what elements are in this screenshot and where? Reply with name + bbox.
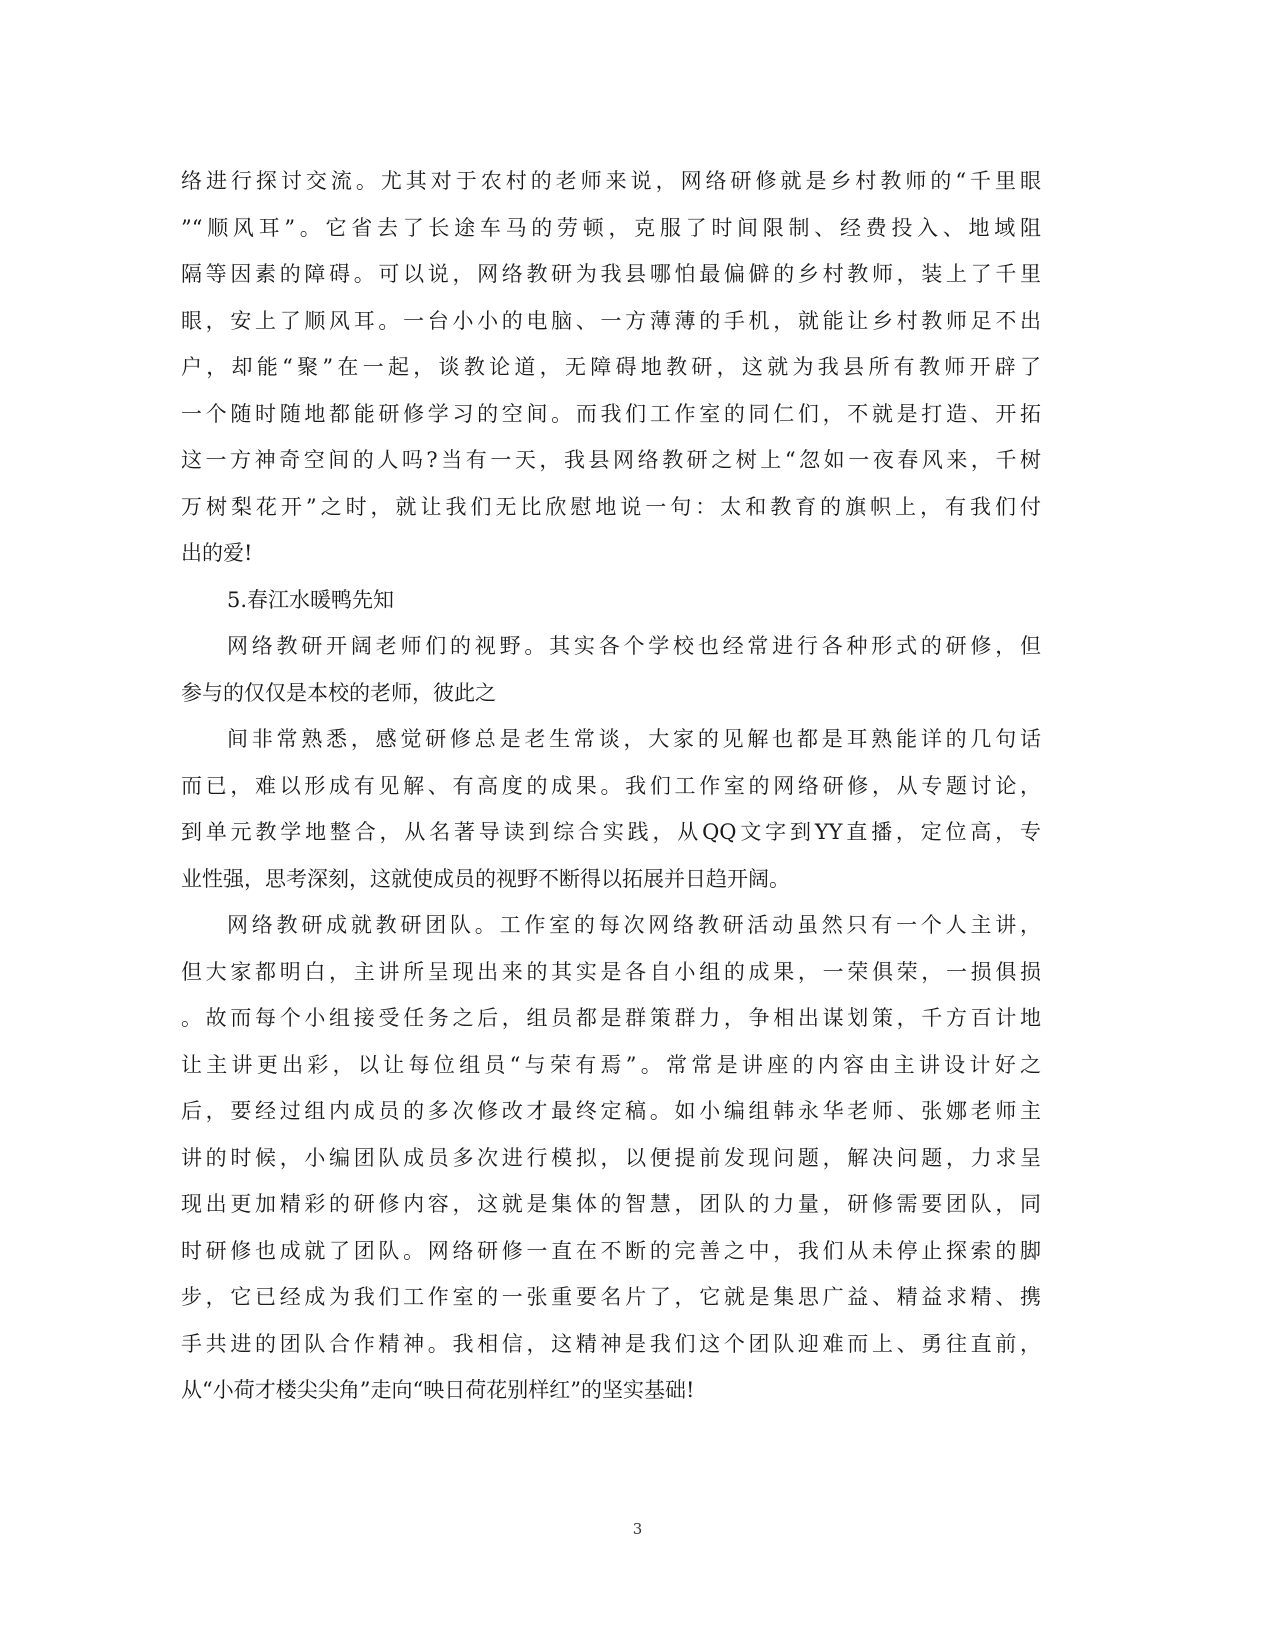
text-line: 讲的时候，小编团队成员多次进行模拟，以便提前发现问题，解决问题，力求呈 bbox=[181, 1145, 1041, 1170]
text-line: 到单元教学地整合，从名著导读到综合实践，从QQ文字到YY直播，定位高，专 bbox=[181, 820, 1041, 844]
text-line: 步，它已经成为我们工作室的一张重要名片了，它就是集思广益、精益求精、携 bbox=[181, 1285, 1041, 1309]
text-line: 但大家都明白，主讲所呈现出来的其实是各自小组的成果，一荣俱荣，一损俱损 bbox=[181, 959, 1041, 984]
text-line: 而已，难以形成有见解、有高度的成果。我们工作室的网络研修，从专题讨论， bbox=[181, 773, 1041, 798]
text-line: 这一方神奇空间的人吗?当有一天，我县网络教研之树上“忽如一夜春风来，千树 bbox=[181, 448, 1041, 472]
text-line: 现出更加精彩的研修内容，这就是集体的智慧，团队的力量，研修需要团队，同 bbox=[181, 1192, 1041, 1216]
page-number: 3 bbox=[632, 1520, 643, 1538]
text-line: 手共进的团队合作精神。我相信，这精神是我们这个团队迎难而上、勇往直前， bbox=[181, 1331, 1041, 1356]
text-line: 一个随时随地都能研修学习的空间。而我们工作室的同仁们，不就是打造、开拓 bbox=[181, 401, 1041, 426]
text-line: 参与的仅仅是本校的老师，彼此之 bbox=[181, 680, 496, 705]
text-line: 业性强，思考深刻，这就使成员的视野不断得以拓展并日趋开阔。 bbox=[181, 866, 790, 891]
text-line: 户，却能“聚”在一起，谈教论道，无障碍地教研，这就为我县所有教师开辟了 bbox=[181, 355, 1041, 379]
text-line: 让主讲更出彩，以让每位组员“与荣有焉”。常常是讲座的内容由主讲设计好之 bbox=[181, 1052, 1041, 1077]
text-line: 后，要经过组内成员的多次修改才最终定稿。如小编组韩永华老师、张娜老师主 bbox=[181, 1099, 1041, 1123]
text-line: 络进行探讨交流。尤其对于农村的老师来说，网络研修就是乡村教师的“千里眼 bbox=[181, 169, 1041, 193]
text-line: 从“小荷才楼尖尖角”走向“映日荷花别样红”的坚实基础! bbox=[181, 1378, 695, 1402]
body-text bbox=[181, 158, 1041, 1414]
text-line: 间非常熟悉，感觉研修总是老生常谈，大家的见解也都是耳熟能详的几句话 bbox=[227, 727, 1041, 751]
text-line: 眼，安上了顺风耳。一台小小的电脑、一方薄薄的手机，就能让乡村教师足不出 bbox=[181, 308, 1041, 333]
text-line: 隔等因素的障碍。可以说，网络教研为我县哪怕最偏僻的乡村教师，装上了千里 bbox=[181, 262, 1041, 286]
text-line: 网络教研成就教研团队。工作室的每次网络教研活动虽然只有一个人主讲， bbox=[227, 913, 1041, 937]
text-line: 网络教研开阔老师们的视野。其实各个学校也经常进行各种形式的研修，但 bbox=[227, 634, 1041, 658]
text-line: 时研修也成就了团队。网络研修一直在不断的完善之中，我们从未停止探索的脚 bbox=[181, 1238, 1041, 1263]
text-line: 出的爱! bbox=[181, 541, 253, 565]
section-heading: 5.春江水暖鸭先知 bbox=[227, 587, 395, 612]
text-line: ”“顺风耳”。它省去了长途车马的劳顿，克服了时间限制、经费投入、地域阻 bbox=[181, 215, 1041, 240]
text-line: 。故而每个小组接受任务之后，组员都是群策群力，争相出谋划策，千方百计地 bbox=[181, 1006, 1041, 1030]
text-line: 万树梨花开”之时，就让我们无比欣慰地说一句：太和教育的旗帜上，有我们付 bbox=[181, 494, 1041, 519]
